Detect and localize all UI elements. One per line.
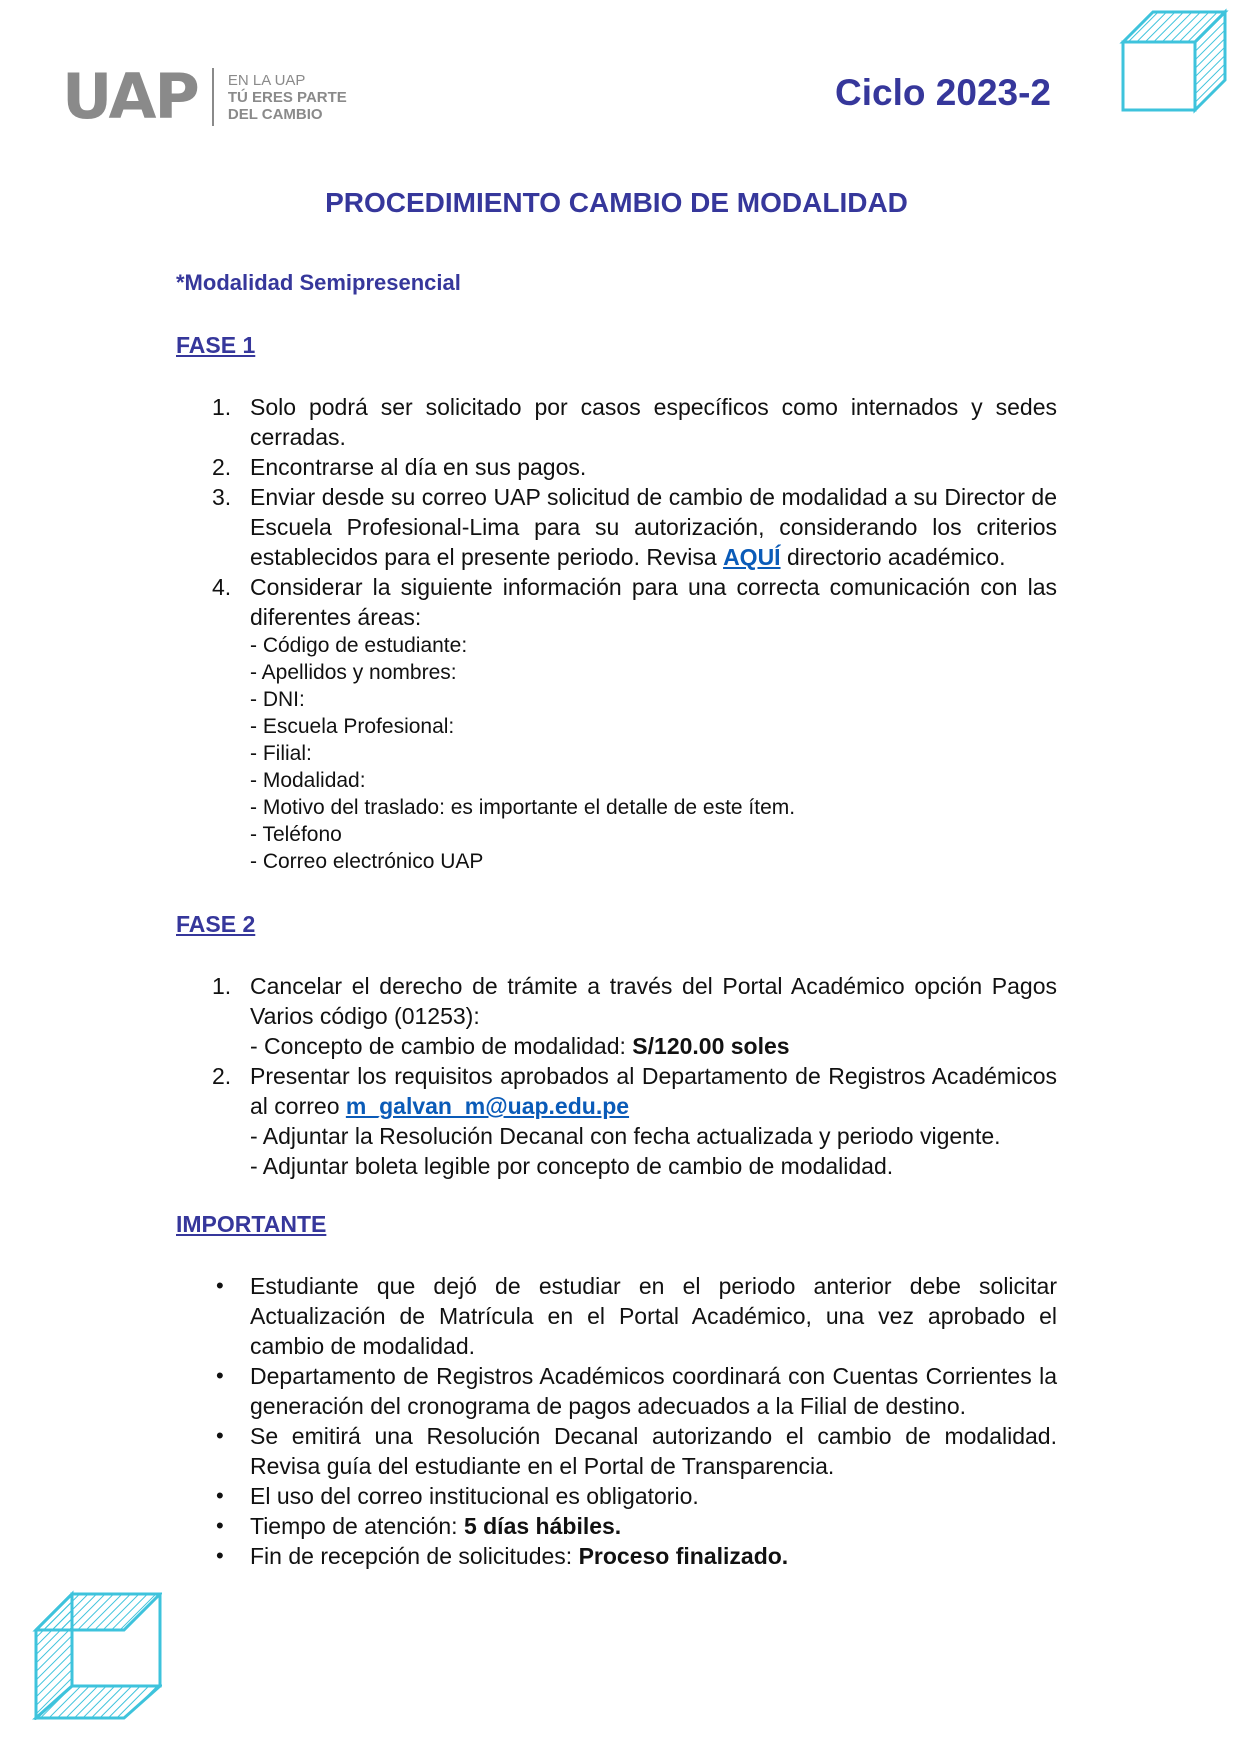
requirement-line: - Adjuntar boleta legible por concepto de cambio de modalidad.	[250, 1153, 894, 1179]
logo-tagline-line: TÚ ERES PARTE	[227, 88, 347, 106]
item-text: directorio académico.	[780, 544, 1006, 570]
item-text: Considerar la siguiente información para una correcta comunicación con las diferentes áreas:	[250, 574, 1057, 630]
required-field: - Apellidos y nombres:	[250, 661, 457, 684]
logo-mark: UAP	[62, 60, 198, 133]
list-item	[176, 452, 1057, 482]
phase-2-heading: FASE 2	[176, 911, 256, 937]
bullet-icon: •	[216, 1363, 224, 1388]
bullet-icon: •	[216, 1483, 224, 1508]
logo-tagline-line: DEL CAMBIO	[227, 105, 323, 123]
directory-link[interactable]: AQUÍ	[723, 544, 781, 570]
list-item	[176, 572, 1057, 875]
phase-1-list	[176, 392, 1057, 875]
cycle-label: Ciclo 2023-2	[835, 72, 1051, 113]
phase-1-heading: FASE 1	[176, 332, 256, 358]
item-text: Fin de recepción de solicitudes:	[250, 1543, 579, 1569]
required-field: - Modalidad:	[250, 769, 366, 792]
list-item	[176, 1271, 1057, 1361]
required-field: - Escuela Profesional:	[250, 715, 455, 738]
required-field: - Motivo del traslado: es importante el detalle de este ítem.	[250, 796, 796, 819]
fee-amount: S/120.00 soles	[632, 1033, 790, 1059]
item-text: Departamento de Registros Académicos coordinará con Cuentas Corrientes la generación del cronograma de pagos adecuados a la Filial de destino.	[250, 1363, 1057, 1419]
item-text: El uso del correo institucional es obligatorio.	[250, 1483, 699, 1509]
required-field: - DNI:	[250, 688, 305, 711]
logo-divider	[212, 68, 214, 126]
item-number: 4.	[212, 574, 232, 600]
list-item	[176, 1541, 1057, 1571]
list-item	[176, 1061, 1057, 1181]
item-text: Encontrarse al día en sus pagos.	[250, 454, 587, 480]
list-item	[176, 482, 1057, 572]
list-item	[176, 1481, 1057, 1511]
bullet-icon: •	[216, 1543, 224, 1568]
uap-logo	[62, 60, 347, 133]
item-text: Tiempo de atención:	[250, 1513, 464, 1539]
fee-label: - Concepto de cambio de modalidad:	[250, 1033, 633, 1059]
important-heading: IMPORTANTE	[176, 1211, 327, 1237]
attention-time: 5 días hábiles.	[463, 1513, 622, 1539]
list-item	[176, 1511, 1057, 1541]
item-number: 2.	[212, 1063, 232, 1089]
logo-tagline-line: EN LA UAP	[227, 71, 306, 89]
item-text: Cancelar el derecho de trámite a través del Portal Académico opción Pagos Varios código (01253):	[250, 973, 1057, 1029]
item-text: Solo podrá ser solicitado por casos específicos como internados y sedes cerradas.	[250, 394, 1057, 450]
item-text: Presentar los requisitos aprobados al Departamento de Registros Académicos al correo	[250, 1063, 1057, 1119]
required-field: - Código de estudiante:	[250, 634, 468, 657]
document-body	[176, 186, 1057, 1571]
required-field: - Filial:	[250, 742, 312, 765]
phase-2-list	[176, 971, 1057, 1181]
requirement-line: - Adjuntar la Resolución Decanal con fecha actualizada y periodo vigente.	[250, 1123, 1001, 1149]
logo-tagline	[228, 72, 347, 123]
required-field: - Correo electrónico UAP	[250, 850, 484, 873]
item-number: 1.	[212, 394, 232, 420]
item-text: Se emitirá una Resolución Decanal autorizando el cambio de modalidad. Revisa guía del estudiante en el Portal de Transparencia.	[250, 1423, 1057, 1479]
important-list	[176, 1271, 1057, 1571]
cube-decoration-icon	[1119, 8, 1229, 116]
list-item	[176, 1421, 1057, 1481]
item-number: 3.	[212, 484, 232, 510]
list-item	[176, 392, 1057, 452]
bullet-icon: •	[216, 1273, 224, 1298]
modality-subtitle: *Modalidad Semipresencial	[176, 270, 461, 295]
document-title: PROCEDIMIENTO CAMBIO DE MODALIDAD	[325, 187, 908, 218]
bullet-icon: •	[216, 1513, 224, 1538]
cube-decoration-icon	[32, 1590, 162, 1720]
bullet-icon: •	[216, 1423, 224, 1448]
reception-status: Proceso finalizado.	[578, 1543, 789, 1569]
required-field: - Teléfono	[250, 823, 342, 846]
item-text: Estudiante que dejó de estudiar en el periodo anterior debe solicitar Actualización de Matrícula en el Portal Académico, una vez aprobado el cambio de modalidad.	[250, 1273, 1057, 1359]
list-item	[176, 971, 1057, 1061]
item-number: 1.	[212, 973, 232, 999]
item-number: 2.	[212, 454, 232, 480]
email-link[interactable]: m_galvan_m@uap.edu.pe	[345, 1093, 630, 1119]
item-text: Enviar desde su correo UAP solicitud de cambio de modalidad a su Director de Escuela Profesional-Lima para su autorización, considerando los criterios establecidos para el presente periodo. Revisa	[250, 484, 1057, 570]
list-item	[176, 1361, 1057, 1421]
fee-line	[250, 1031, 1057, 1061]
